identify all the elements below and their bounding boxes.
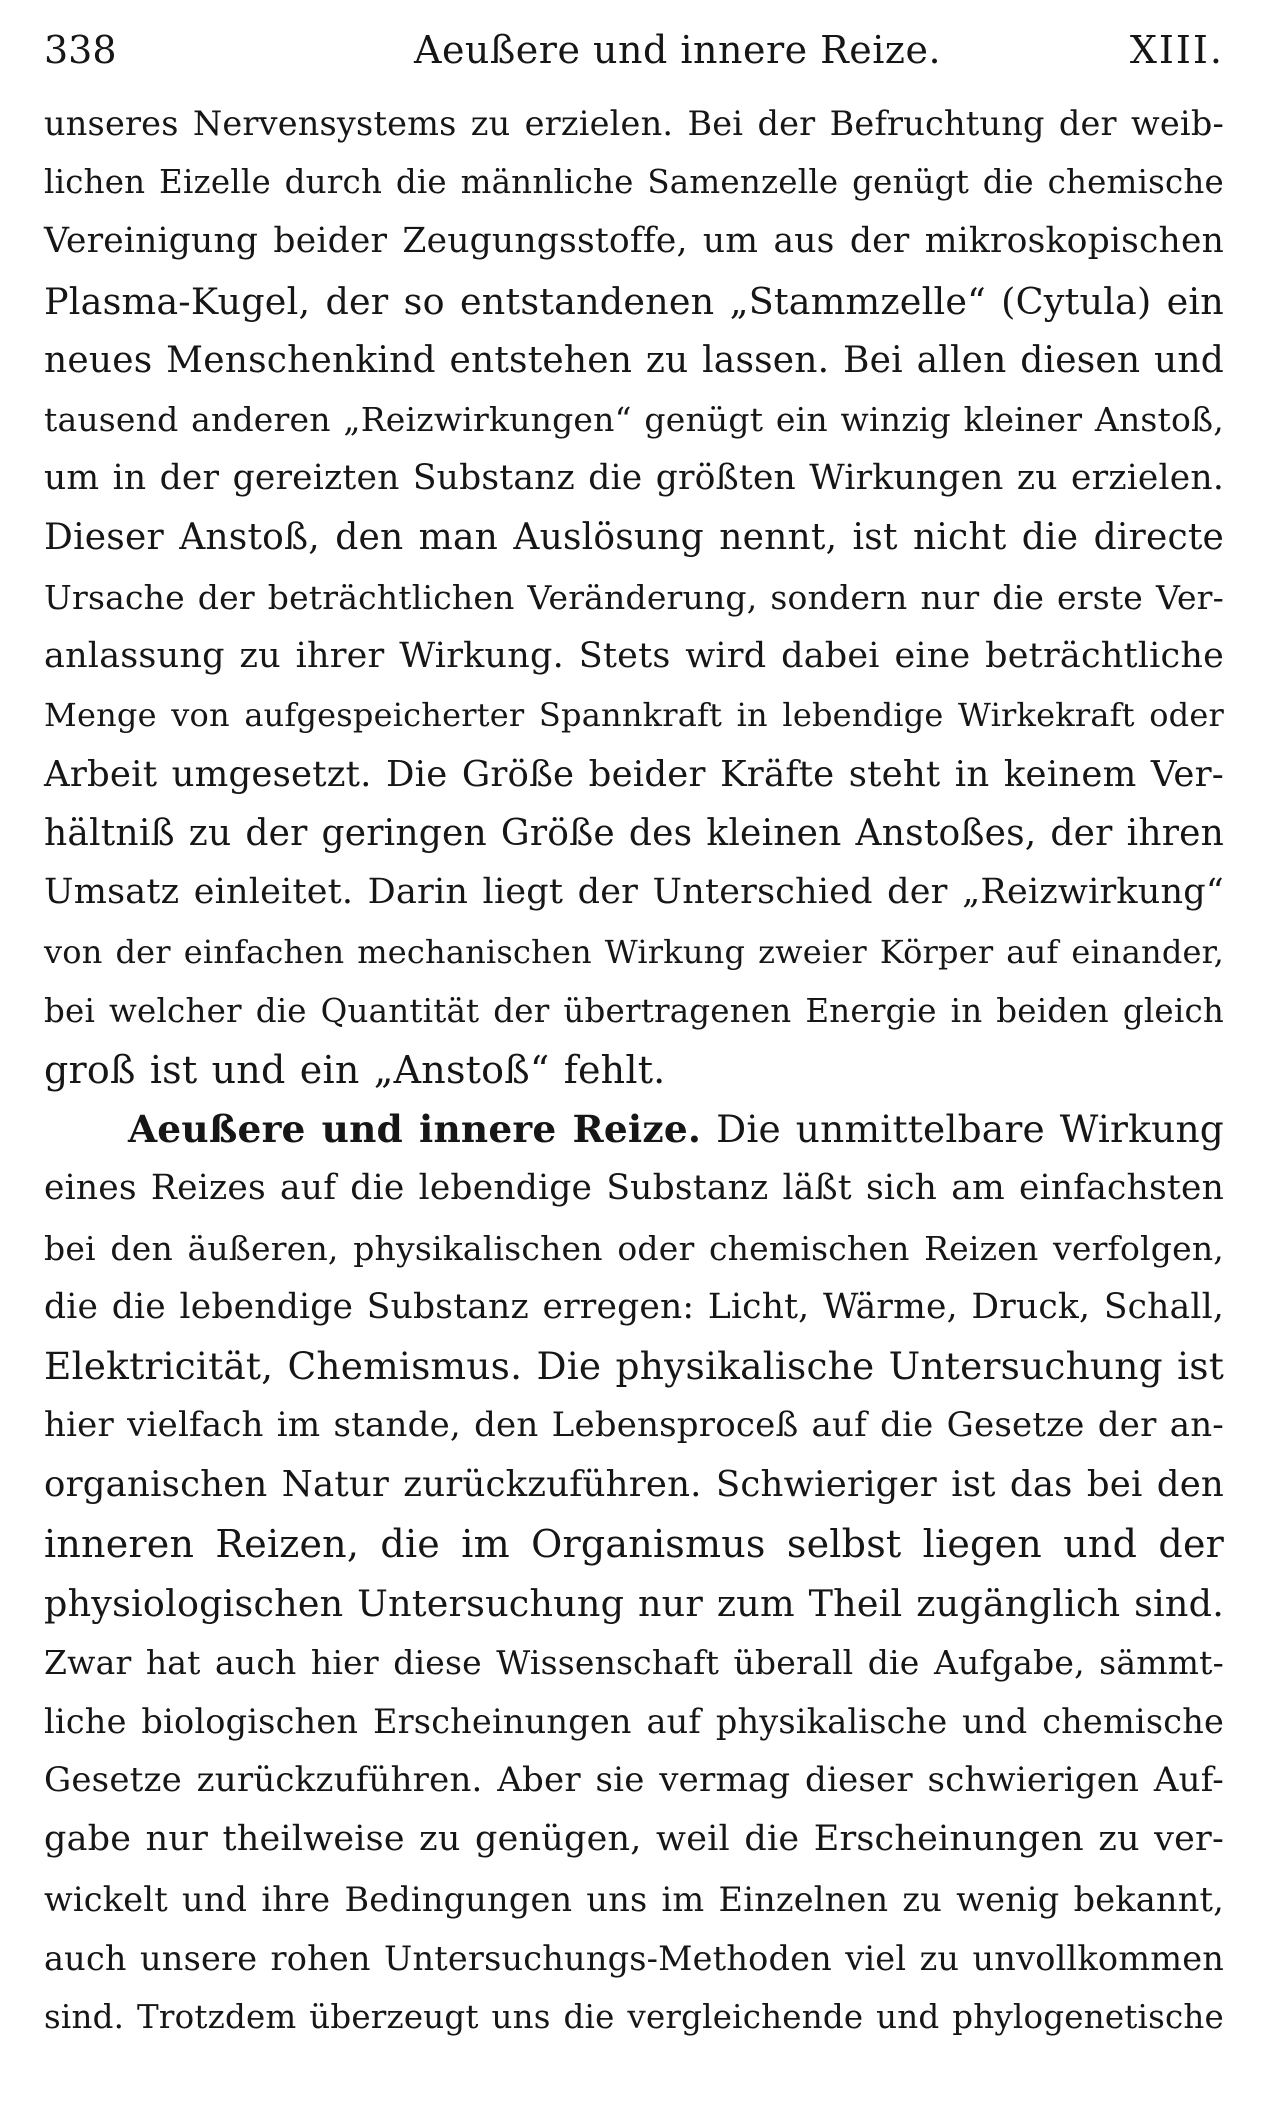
text-line: Menge von aufgespeicherter Spannkraft in lebendige Wirkekraft oder bbox=[44, 695, 1224, 734]
text-line: inneren Reizen, die im Organismus selbst liegen und der bbox=[44, 1521, 1224, 1566]
running-head bbox=[44, 24, 1224, 84]
page-number: 338 bbox=[44, 28, 117, 72]
body-text bbox=[44, 94, 1224, 2047]
text-line: lichen Eizelle durch die männliche Samenzelle genügt die chemische bbox=[44, 163, 1224, 202]
text-line: Arbeit umgesetzt. Die Größe beider Kräfte steht in keinem Ver- bbox=[44, 754, 1224, 796]
paragraph-2 bbox=[44, 1100, 1224, 2047]
text-line: Umsatz einleitet. Darin liegt der Unterschied der „Reizwirkung“ bbox=[44, 872, 1224, 913]
text-line bbox=[44, 1100, 1224, 1159]
text-line: neues Menschenkind entstehen zu lassen. Bei allen diesen und bbox=[44, 339, 1224, 381]
chapter-number: XIII. bbox=[1129, 28, 1224, 72]
text-line: liche biologischen Erscheinungen auf physikalische und chemische bbox=[44, 1702, 1224, 1742]
text-line: bei welcher die Quantität der übertragenen Energie in beiden gleich bbox=[44, 991, 1224, 1030]
text-line: hier vielfach im stande, den Lebensproceß auf die Gesetze der an- bbox=[44, 1405, 1224, 1446]
text-line: Elektricität, Chemismus. Die physikalische Untersuchung ist bbox=[44, 1343, 1224, 1388]
text-line: Ursache der beträchtlichen Veränderung, sondern nur die erste Ver- bbox=[44, 577, 1224, 617]
heading-line-text: Die unmittelbare Wirkung bbox=[716, 1107, 1225, 1152]
text-line: auch unsere rohen Untersuchungs-Methoden viel zu unvollkommen bbox=[44, 1938, 1224, 1978]
text-line: eines Reizes auf die lebendige Substanz läßt sich am einfachsten bbox=[44, 1168, 1224, 1209]
text-line: anlassung zu ihrer Wirkung. Stets wird dabei eine beträchtliche bbox=[44, 635, 1224, 676]
text-line: um in der gereizten Substanz die größten Wirkungen zu erzielen. bbox=[44, 458, 1224, 499]
section-heading: Aeußere und innere Reize. bbox=[128, 1107, 702, 1152]
text-line: groß ist und ein „Anstoß“ fehlt. bbox=[44, 1048, 666, 1092]
text-line: Vereinigung beider Zeugungsstoffe, um aus der mikroskopischen bbox=[44, 221, 1224, 262]
text-line: von der einfachen mechanischen Wirkung zweier Körper auf einander, bbox=[44, 932, 1224, 971]
text-line: sind. Trotzdem überzeugt uns die vergleichende und phylogenetische bbox=[44, 1998, 1224, 2036]
text-line: unseres Nervensystems zu erzielen. Bei der Befruchtung der weib- bbox=[44, 104, 1224, 143]
text-line: bei den äußeren, physikalischen oder chemischen Reizen verfolgen, bbox=[44, 1228, 1224, 1268]
text-line: organischen Natur zurückzuführen. Schwieriger ist das bei den bbox=[44, 1464, 1224, 1506]
text-line: Plasma-Kugel, der so entstandenen „Stammzelle“ (Cytula) ein bbox=[44, 279, 1224, 323]
text-line: hältniß zu der geringen Größe des kleinen Anstoßes, der ihren bbox=[44, 813, 1224, 855]
book-page bbox=[44, 24, 1224, 2104]
text-line: gabe nur theilweise zu genügen, weil die Erscheinungen zu ver- bbox=[44, 1819, 1224, 1860]
text-line: die die lebendige Substanz erregen: Licht, Wärme, Druck, Schall, bbox=[44, 1286, 1224, 1327]
text-line: physiologischen Untersuchung nur zum Theil zugänglich sind. bbox=[44, 1581, 1224, 1625]
paragraph-1 bbox=[44, 94, 1224, 1100]
text-line: wickelt und ihre Bedingungen uns im Einzelnen zu wenig bekannt, bbox=[44, 1879, 1224, 1919]
text-line: Gesetze zurückzuführen. Aber sie vermag dieser schwierigen Auf- bbox=[44, 1760, 1224, 1801]
text-line: Dieser Anstoß, den man Auslösung nennt, ist nicht die directe bbox=[44, 517, 1224, 559]
text-line: tausend anderen „Reizwirkungen“ genügt ein winzig kleiner Anstoß, bbox=[44, 399, 1224, 439]
running-title: Aeußere und innere Reize. bbox=[414, 28, 942, 72]
text-line: Zwar hat auch hier diese Wissenschaft überall die Aufgabe, sämmt- bbox=[44, 1642, 1224, 1682]
